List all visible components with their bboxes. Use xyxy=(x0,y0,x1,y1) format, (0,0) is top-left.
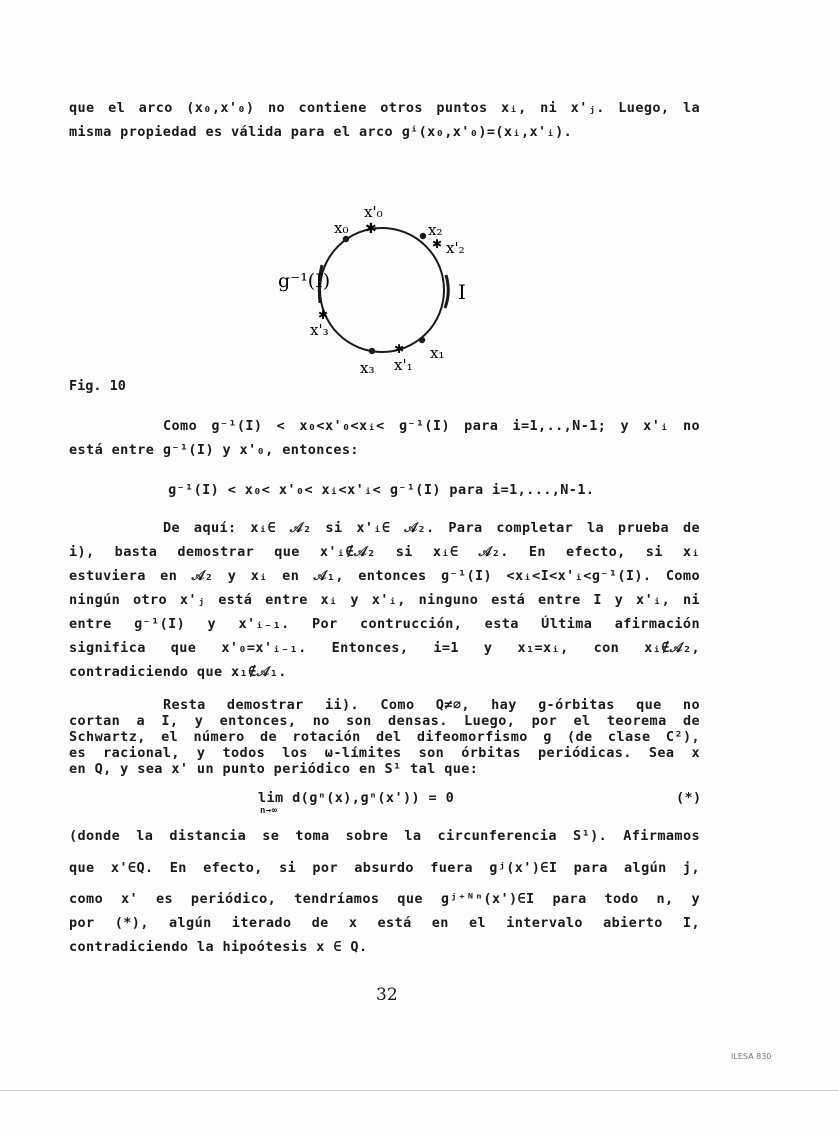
text-line: como x' es periódico, tendríamos que ɡʲ⁺ᴺⁿ(x')∈I para todo n, y xyxy=(69,891,700,907)
figure-caption: Fig. 10 xyxy=(69,378,126,394)
text-line: Resta demostrar ii). Como Q≠∅, hay ɡ-órbitas que no xyxy=(163,697,700,713)
text-line: está entre ɡ⁻¹(I) y x'₀, entonces: xyxy=(69,442,359,458)
equation: ɡ⁻¹(I) < x₀< x'₀< xᵢ<x'ᵢ< ɡ⁻¹(I) para i=1,...,N-1. xyxy=(168,482,595,498)
text-line: ningún otro x'ⱼ está entre xᵢ y x'ᵢ, ninguno está entre I y x'ᵢ, ni xyxy=(69,592,700,608)
label-x2p: x'₂ xyxy=(446,239,465,257)
label-x3p: x'₃ xyxy=(310,321,329,339)
label-x2: x₂ xyxy=(428,221,443,239)
equation-tag: (*) xyxy=(676,790,702,806)
text-line: misma propiedad es válida para el arco ɡⁱ(x₀,x'₀)=(xᵢ,x'ᵢ). xyxy=(69,124,573,140)
label-x0p: x'₀ xyxy=(364,203,383,221)
text-line: cortan a I, y entonces, no son densas. Luego, por el teorema de xyxy=(69,713,700,729)
label-I: I xyxy=(458,280,466,304)
label-x1p: x'₁ xyxy=(394,356,413,374)
text-line: Schwartz, el número de rotación del difeomorfismo ɡ (de clase C²), xyxy=(69,729,700,745)
point-x2 xyxy=(420,233,426,239)
page-number: 32 xyxy=(376,985,398,1005)
paper-stamp: ILESA 830 xyxy=(731,1052,772,1061)
text-line: entre ɡ⁻¹(I) y x'ᵢ₋₁. Por contrucción, esta Última afirmación xyxy=(69,616,700,632)
text-line: estuviera en 𝒜₂ y xᵢ en 𝒜₁, entonces ɡ⁻¹(I) <xᵢ<I<x'ᵢ<ɡ⁻¹(I). Como xyxy=(69,568,700,584)
star-x2p: ✱ xyxy=(432,237,443,251)
unit-circle xyxy=(320,228,444,352)
text-line: Como ɡ⁻¹(I) < x₀<x'₀<xᵢ< ɡ⁻¹(I) para i=1,..,N-1; y x'ᵢ no xyxy=(163,418,700,434)
equation-limit-subscript: n→∞ xyxy=(260,806,278,816)
text-line: i), basta demostrar que x'ᵢ∉𝒜₂ si xᵢ∈ 𝒜₂. En efecto, si xᵢ xyxy=(69,544,700,560)
page-edge-line xyxy=(0,1090,839,1091)
text-line: que el arco (x₀,x'₀) no contiene otros puntos xᵢ, ni x'ⱼ. Luego, la xyxy=(69,100,700,116)
arc-I xyxy=(445,275,448,308)
text-line: en Q, y sea x' un punto periódico en S¹ tal que: xyxy=(69,761,479,777)
equation-limit: lim d(ɡⁿ(x),ɡⁿ(x')) = 0 xyxy=(258,790,455,806)
label-x0: x₀ xyxy=(334,219,349,237)
point-x3 xyxy=(369,348,375,354)
text-line: De aquí: xᵢ∈ 𝒜₂ si x'ᵢ∈ 𝒜₂. Para completar la prueba de xyxy=(163,520,700,536)
text-line: (donde la distancia se toma sobre la circunferencia S¹). Afirmamos xyxy=(69,828,700,844)
point-x1 xyxy=(419,337,425,343)
label-x3: x₃ xyxy=(360,359,375,377)
label-x1: x₁ xyxy=(430,344,445,362)
label-g-inv-I: g⁻¹(I) xyxy=(278,270,331,292)
star-x0p: ✱ xyxy=(365,221,377,237)
figure-circle-diagram xyxy=(260,195,490,385)
text-line: por (*), algún iterado de x está en el intervalo abierto I, xyxy=(69,915,700,931)
text-line: contradiciendo que x₁∉𝒜₁. xyxy=(69,664,287,680)
text-line: que x'∈Q. En efecto, si por absurdo fuera ɡʲ(x')∈I para algún j, xyxy=(69,860,700,876)
star-x3p: ✱ xyxy=(318,308,329,322)
text-line: es racional, y todos los ω-límites son órbitas periódicas. Sea x xyxy=(69,745,700,761)
text-line: significa que x'₀=x'ᵢ₋₁. Entonces, i=1 y x₁=xᵢ, con xᵢ∉𝒜₂, xyxy=(69,640,700,656)
text-line: contradiciendo la hipoótesis x ∈ Q. xyxy=(69,939,368,955)
star-x1p: ✱ xyxy=(394,342,405,356)
